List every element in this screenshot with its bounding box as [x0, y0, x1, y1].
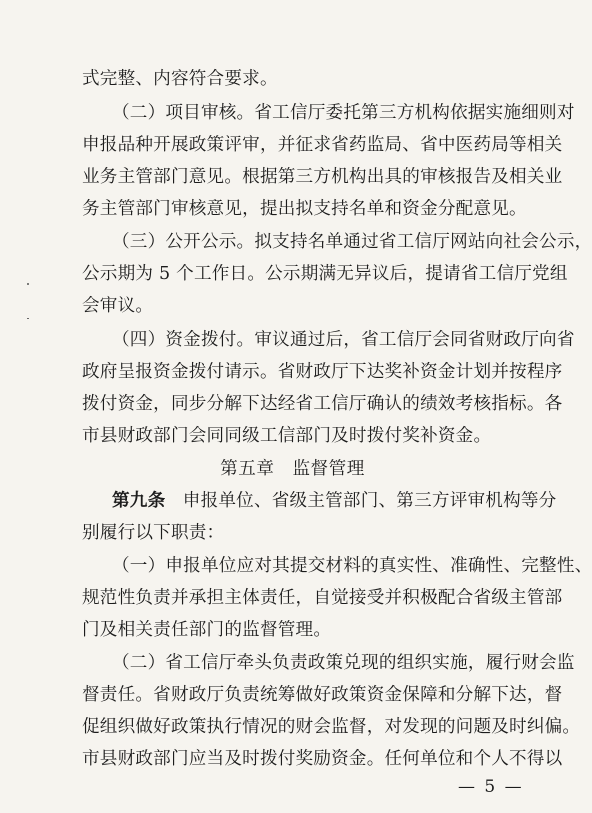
text-line: （二）项目审核。省工信厅委托第三方机构依据实施细则对	[112, 103, 575, 123]
text-line: 市县财政部门应当及时拨付奖励资金。任何单位和个人不得以	[82, 749, 563, 769]
text-line: 务主管部门审核意见，提出拟支持名单和资金分配意见。	[82, 199, 527, 219]
text-line: 政府呈报资金拨付请示。省财政厅下达奖补资金计划并按程序	[82, 362, 563, 382]
chapter-number: 第五章	[220, 459, 275, 479]
scan-speck	[27, 283, 29, 285]
text-line: （三）公开公示。拟支持名单通过省工信厅网站向社会公示，	[112, 232, 592, 252]
article-label: 第九条	[112, 491, 166, 511]
text-line: 业务主管部门意见。根据第三方机构出具的审核报告及相关业	[82, 167, 563, 187]
scan-speck	[27, 318, 29, 319]
text-line: 拨付资金，同步分解下达经省工信厅确认的绩效考核指标。各	[82, 394, 563, 414]
text-line: 市县财政部门会同同级工信部门及时拨付奖补资金。	[82, 426, 492, 446]
article-line	[112, 490, 557, 512]
text-line: 规范性负责并承担主体责任，自觉接受并积极配合省级主管部	[82, 588, 563, 608]
chapter-title: 监督管理	[292, 459, 365, 479]
page-number: — 5 —	[458, 777, 524, 797]
text-line: （四）资金拨付。审议通过后，省工信厅会同省财政厅向省	[112, 330, 575, 350]
text-line: 式完整、内容符合要求。	[82, 69, 278, 89]
text-line: 公示期为 5 个工作日。公示期满无异议后，提请省工信厅党组	[82, 264, 568, 284]
text-line: 督责任。省财政厅负责统筹做好政策资金保障和分解下达，督	[82, 685, 563, 705]
text-line: 门及相关责任部门的监督管理。	[82, 620, 332, 640]
text-line: 申报品种开展政策评审，并征求省药监局、省中医药局等相关	[82, 135, 563, 155]
text-line: （二）省工信厅牵头负责政策兑现的组织实施，履行财会监	[112, 653, 575, 673]
text-line: （一）申报单位应对其提交材料的真实性、准确性、完整性、	[112, 556, 592, 576]
article-text: 申报单位、省级主管部门、第三方评审机构等分	[182, 491, 557, 511]
text-line: 会审议。	[82, 296, 154, 316]
chapter-heading	[0, 458, 585, 480]
text-line: 促组织做好政策执行情况的财会监督，对发现的问题及时纠偏。	[82, 717, 581, 737]
text-line: 别履行以下职责：	[82, 523, 225, 543]
